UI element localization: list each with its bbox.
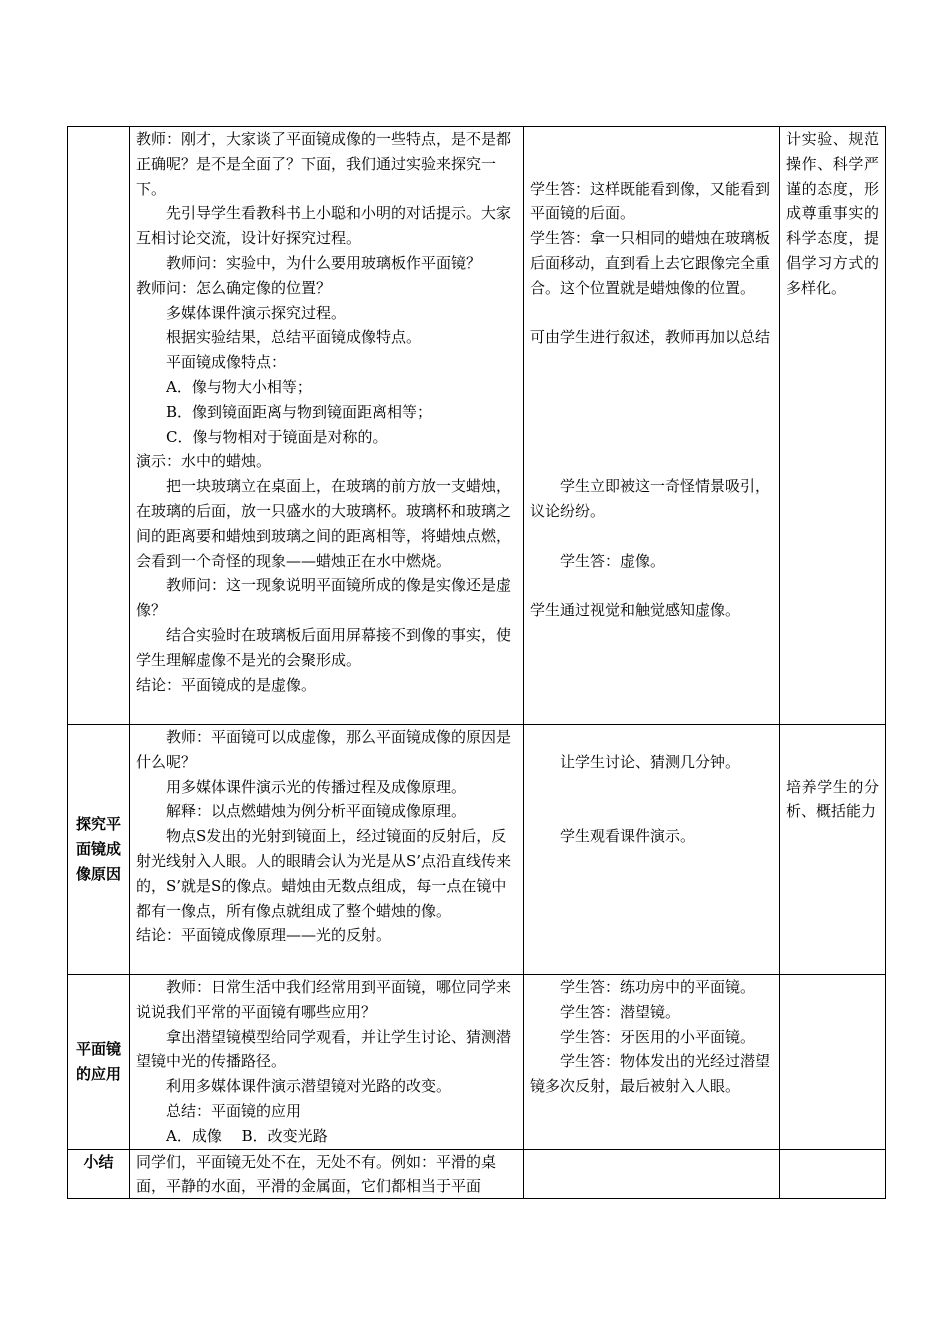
teacher-text: 结论：平面镜成像原理——光的反射。 xyxy=(136,926,392,945)
teacher-activity-cell xyxy=(130,1149,524,1198)
teacher-text: A．成像 B．改变光路 xyxy=(166,1126,328,1145)
student-text: 学生立即被这一奇怪情景吸引，议论纷纷。 xyxy=(530,477,771,520)
teacher-text: 把一块玻璃立在桌面上，在玻璃的前方放一支蜡烛，在玻璃的后面，放一只盛水的大玻璃杯。玻璃杯和玻璃之间的距离要和蜡烛到玻璃之间的距离相等，将蜡烛点燃，会看到一个奇怪的现象——蜡烛正在水中燃烧。 xyxy=(136,477,512,570)
student-text: 学生答：牙医用的小平面镜。 xyxy=(560,1027,756,1046)
teacher-text: 教师：日常生活中我们经常用到平面镜，哪位同学来说说我们平常的平面镜有哪些应用？ xyxy=(136,978,512,1021)
table-row xyxy=(68,127,886,725)
section-label: 探究平面镜成像原因 xyxy=(75,815,121,883)
student-activity-cell xyxy=(524,975,780,1150)
student-text: 让学生讨论、猜测几分钟。 xyxy=(560,752,741,771)
student-activity-cell xyxy=(524,1149,780,1198)
teacher-text: 解释：以点燃蜡烛为例分析平面镜成像原理。 xyxy=(166,802,467,821)
student-text: 学生答：物体发出的光经过潜望镜多次反射，最后被射入人眼。 xyxy=(530,1052,771,1096)
teacher-text: 结合实验时在玻璃板后面用屏幕接不到像的事实，使学生理解虚像不是光的会聚形成。 xyxy=(136,625,512,669)
student-text: 学生答：虚像。 xyxy=(560,551,666,570)
teacher-text: 利用多媒体课件演示潜望镜对光路的改变。 xyxy=(166,1077,452,1096)
teacher-text: 教师问：这一现象说明平面镜所成的像是实像还是虚像？ xyxy=(136,576,512,620)
design-intent-cell xyxy=(780,127,886,725)
section-label-cell xyxy=(68,127,130,725)
lesson-plan-table xyxy=(67,126,886,1199)
teacher-text: 平面镜成像特点： xyxy=(166,353,287,372)
section-label-cell xyxy=(68,975,130,1150)
teacher-text: B．像到镜面距离与物到镜面距离相等； xyxy=(166,402,433,421)
student-text: 学生答：拿一只相同的蜡烛在玻璃板后面移动，直到看上去它跟像完全重合。这个位置就是蜡烛像的位置。 xyxy=(530,229,771,297)
design-intent-cell xyxy=(780,1149,886,1198)
teacher-activity-cell xyxy=(130,725,524,975)
student-text: 学生通过视觉和触觉感知虚像。 xyxy=(530,601,741,620)
student-text: 学生答：这样既能看到像，又能看到平面镜的后面。 xyxy=(530,179,771,223)
design-intent-text: 计实验、规范操作、科学严谨的态度，形成尊重事实的科学态度，提倡学习方式的多样化。 xyxy=(786,130,879,297)
teacher-text: 教师问：怎么确定像的位置？ xyxy=(136,278,332,297)
teacher-text: 总结：平面镜的应用 xyxy=(166,1101,302,1120)
section-label: 平面镜的应用 xyxy=(75,1039,121,1083)
teacher-text: 物点S发出的光射到镜面上，经过镜面的反射后，反射光线射入人眼。人的眼睛会认为光是从S’点沿直线传来的，S’就是S的像点。蜡烛由无数点组成，每一点在镜中都有一像点，所有像点就组成了整个蜡烛的像。 xyxy=(136,827,512,920)
teacher-text: 教师：平面镜可以成虚像，那么平面镜成像的原因是什么呢？ xyxy=(136,728,512,771)
teacher-text: 拿出潜望镜模型给同学观看，并让学生讨论、猜测潜望镜中光的传播路径。 xyxy=(136,1027,512,1071)
teacher-text: A．像与物大小相等； xyxy=(166,377,312,396)
design-intent-cell xyxy=(780,725,886,975)
design-intent-cell xyxy=(780,975,886,1150)
student-text: 学生观看课件演示。 xyxy=(560,827,696,846)
teacher-text: 教师：刚才，大家谈了平面镜成像的一些特点，是不是都正确呢？是不是全面了？下面，我们通过实验来探究一下。 xyxy=(136,130,512,198)
student-activity-cell xyxy=(524,127,780,725)
teacher-text: 同学们，平面镜无处不在，无处不有。例如：平滑的桌面，平静的水面，平滑的金属面，它们都相当于平面 xyxy=(136,1152,497,1196)
teacher-activity-cell xyxy=(130,127,524,725)
table-row xyxy=(68,1149,886,1198)
teacher-text: 演示：水中的蜡烛。 xyxy=(136,452,272,471)
teacher-text: 多媒体课件演示探究过程。 xyxy=(166,303,347,322)
teacher-text: C．像与物相对于镜面是对称的。 xyxy=(166,427,388,446)
section-label: 小结 xyxy=(83,1152,114,1171)
teacher-text: 根据实验结果，总结平面镜成像特点。 xyxy=(166,328,422,347)
table-row xyxy=(68,975,886,1150)
section-label-cell xyxy=(68,725,130,975)
section-label-cell xyxy=(68,1149,130,1198)
student-text: 学生答：潜望镜。 xyxy=(560,1002,681,1021)
student-activity-cell xyxy=(524,725,780,975)
student-text: 可由学生进行叙述，教师再加以总结 xyxy=(530,328,771,347)
table-row xyxy=(68,725,886,975)
teacher-text: 教师问：实验中，为什么要用玻璃板作平面镜？ xyxy=(166,253,482,272)
teacher-text: 用多媒体课件演示光的传播过程及成像原理。 xyxy=(166,777,467,796)
teacher-activity-cell xyxy=(130,975,524,1150)
design-intent-text: 培养学生的分析、概括能力 xyxy=(786,777,879,821)
teacher-text: 结论：平面镜成的是虚像。 xyxy=(136,675,317,694)
student-text: 学生答：练功房中的平面镜。 xyxy=(560,978,756,996)
teacher-text: 先引导学生看教科书上小聪和小明的对话提示。大家互相讨论交流，设计好探究过程。 xyxy=(136,204,512,248)
